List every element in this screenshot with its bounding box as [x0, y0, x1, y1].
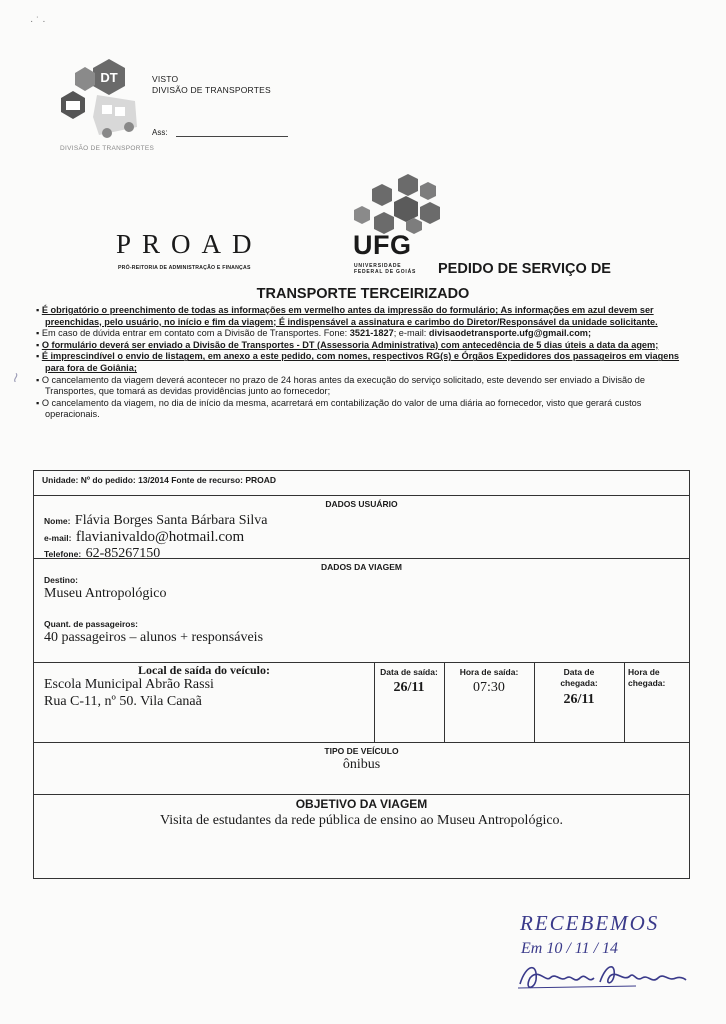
nome-label: Nome:	[44, 516, 71, 526]
ufg-subtitle	[354, 263, 416, 275]
dt-caption: DIVISÃO DE TRANSPORTES	[60, 145, 155, 152]
note-2-email-label: ; e-mail:	[393, 328, 429, 339]
ufg-sub-line2: FEDERAL DE GOIÁS	[354, 269, 417, 275]
note-4-text: É imprescindível o envio de listagem, em anexo a este pedido, com nomes, respectivos RG(s) e Órgãos Expedidores dos passageiros em viagens para fora de Goiânia;	[41, 351, 680, 373]
form-title-line1: PEDIDO DE SERVIÇO DE	[438, 261, 611, 277]
nome-value: Flávia Borges Santa Bárbara Silva	[74, 513, 268, 528]
hora-chegada-label	[628, 667, 665, 689]
local-saida-label: Local de saída do veículo:	[137, 663, 270, 677]
telefone-value: 62-85267150	[85, 546, 161, 561]
stamp-date: Em 10 / 11 / 14	[521, 940, 619, 957]
note-2: ▪ Em caso de dúvida entrar em contato com a Divisão de Transportes. Fone: 3521-1827; e-mail: divisaodetransporte.ufg@gmail.com;	[36, 328, 592, 339]
note-2-email: divisaodetransporte.ufg@gmail.com;	[428, 328, 592, 339]
note-3-text: O formulário deverá ser enviado a Divisão de Transportes - DT (Assessoria Administrativa) com antecedência de 5 dias úteis a data da agem;	[41, 339, 659, 350]
note-5: ▪ O cancelamento da viagem deverá acontecer no prazo de 24 horas antes da execução do serviço solicitado, este devendo ser enviado a Divisão de Transportes, que tomará as devidas providências junto ao fornecedor;	[36, 374, 645, 397]
margin-pen-mark: ≀	[12, 371, 18, 386]
note-6: ▪ O cancelamento da viagem, no dia de início da mesma, acarretará em contabilização do valor de uma diária ao fornecedor, visto que gerará custos operacionais.	[36, 397, 642, 420]
note-6-text: O cancelamento da viagem, no dia de início da mesma, acarretará em contabilização do valor de uma diária ao fornecedor, visto que gerará custos operacionais.	[41, 397, 642, 420]
hora-saida-value: 07:30	[473, 680, 505, 695]
tipo-veiculo-value: ônibus	[342, 757, 381, 772]
section-dados-usuario: DADOS USUÁRIO	[325, 499, 398, 509]
divider	[34, 794, 689, 795]
quant-label: Quant. de passageiros:	[44, 619, 138, 629]
handwritten-signature	[516, 956, 688, 996]
data-chegada-label-1: Data de	[563, 667, 595, 677]
dt-logo	[55, 55, 145, 145]
nome-row	[44, 511, 268, 529]
note-4: ▪ É imprescindível o envio de listagem, em anexo a este pedido, com nomes, respectivos RG(s) e Órgãos Expedidores dos passageiros em viagens para fora de Goiânia;	[36, 351, 680, 373]
ufg-hexagon-logo	[352, 172, 442, 234]
note-5-text: O cancelamento da viagem deverá acontecer no prazo de 24 horas antes da execução do serviço solicitado, este devendo ser enviado a Divisão de Transportes, que tomará as devidas providências junto ao fornecedor;	[41, 374, 645, 397]
section-dados-viagem: DADOS DA VIAGEM	[321, 562, 402, 572]
data-saida-value: 26/11	[393, 680, 425, 695]
section-tipo-veiculo: TIPO DE VEÍCULO	[324, 746, 399, 756]
note-1-text: É obrigatório o preenchimento de todas as informações em vermelho antes da impressão do formulário; As informações em azul devem ser preenchidas, pelo usuário, no início e fim da viagem; É indispensável a assinatura e carimbo do Diretor/Responsável da unidade solicitante.	[41, 305, 658, 327]
unidade-line: Unidade: Nº do pedido: 13/2014 Fonte de recurso: PROAD	[42, 475, 277, 485]
objetivo-value: Visita de estudantes da rede pública de ensino ao Museu Antropológico.	[159, 813, 564, 828]
visto-block	[152, 74, 271, 96]
telefone-row	[44, 544, 160, 562]
divider	[624, 662, 625, 742]
ufg-logo-text: UFG	[353, 230, 412, 260]
telefone-label: Telefone:	[44, 549, 82, 559]
data-chegada-value: 26/11	[563, 692, 595, 707]
request-form	[33, 470, 690, 879]
email-label: e-mail:	[44, 533, 72, 543]
ufg-sub-line1: UNIVERSIDADE	[354, 263, 402, 269]
instructions-list	[33, 305, 685, 421]
section-objetivo: OBJETIVO DA VIAGEM	[295, 797, 428, 811]
destino-label: Destino:	[44, 575, 78, 585]
hora-chegada-label-2: chegada:	[628, 678, 666, 688]
note-1: ▪ É obrigatório o preenchimento de todas as informações em vermelho antes da impressão do formulário; As informações em azul devem ser preenchidas, pelo usuário, no início e fim da viagem; É indispensável a assinatura e carimbo do Diretor/Responsável da unidade solicitante.	[36, 305, 658, 327]
note-3: ▪ O formulário deverá ser enviado a Divisão de Transportes - DT (Assessoria Administrativa) com antecedência de 5 dias úteis a data da agem;	[36, 339, 659, 350]
note-2-phone: 3521-1827	[349, 328, 394, 339]
local-saida-line1: Escola Municipal Abrão Rassi	[44, 677, 214, 692]
destino-value: Museu Antropológico	[44, 586, 167, 601]
data-chegada-label-2: chegada:	[560, 678, 598, 688]
divider	[34, 742, 689, 743]
divider	[34, 558, 689, 559]
visto-division: DIVISÃO DE TRANSPORTES	[152, 85, 271, 95]
hora-chegada-label-1: Hora de	[628, 667, 660, 677]
hora-saida-label: Hora de saída:	[459, 667, 519, 677]
form-title-line2: TRANSPORTE TERCEIRIZADO	[256, 286, 470, 302]
data-chegada-label	[534, 667, 624, 689]
local-saida-line2: Rua C-11, nº 50. Vila Canaã	[44, 694, 202, 709]
data-saida-label: Data de saída:	[380, 667, 438, 677]
visto-label: VISTO	[152, 74, 179, 84]
proad-logo-text: PROAD	[116, 229, 263, 259]
recebemos-stamp: RECEBEMOS	[520, 911, 660, 935]
svg-text:DT: DT	[100, 70, 118, 85]
note-2-text: Em caso de dúvida entrar em contato com a Divisão de Transportes. Fone:	[41, 328, 350, 339]
proad-subtitle: PRÓ-REITORIA DE ADMINISTRAÇÃO E FINANÇAS	[118, 265, 251, 271]
scan-specks: · ˙ ·	[30, 16, 46, 27]
ass-label: Ass:	[152, 128, 168, 137]
email-value: flavianivaldo@hotmail.com	[75, 529, 245, 545]
quant-value: 40 passageiros – alunos + responsáveis	[44, 630, 264, 645]
divider	[34, 495, 689, 496]
signature-line	[176, 136, 288, 137]
